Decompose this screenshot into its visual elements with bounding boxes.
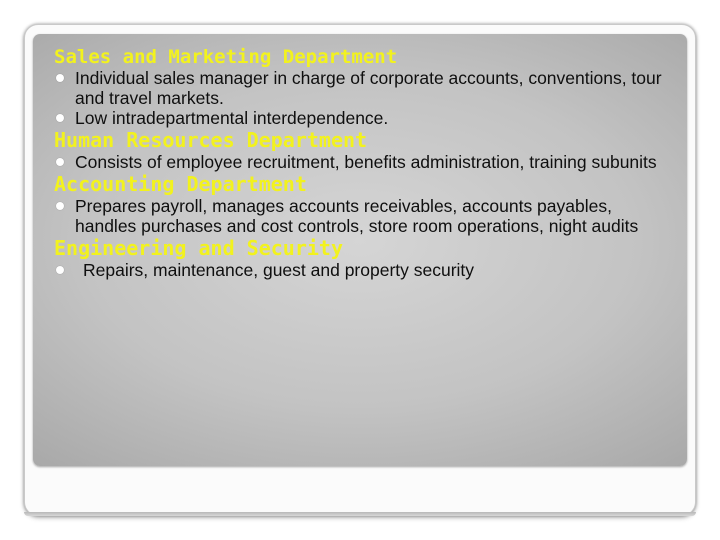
section-heading-accounting: Accounting Department: [54, 172, 307, 196]
bullet-text: Repairs, maintenance, guest and property security: [83, 260, 475, 280]
bullet-dot-icon: [56, 74, 64, 82]
slide-frame-bottom-edge: [24, 512, 696, 516]
section-heading-human-resources: Human Resources Department: [54, 128, 368, 152]
bullet-dot-icon: [56, 202, 64, 210]
bullet-hr-1: [54, 152, 674, 172]
bullet-accounting-1: [54, 196, 674, 236]
bullet-dot-icon: [56, 266, 64, 274]
section-heading-sales: Sales and Marketing Department: [54, 46, 398, 68]
bullet-dot-icon: [56, 158, 64, 166]
bullet-text: Low intradepartmental interdependence.: [75, 108, 389, 128]
bullet-text: Individual sales manager in charge of corporate accounts, conventions, tour and travel markets.: [75, 68, 662, 108]
bullet-engineering-1: [54, 260, 674, 280]
bullet-text: Consists of employee recruitment, benefits administration, training subunits: [75, 152, 657, 172]
bullet-sales-2: [54, 108, 674, 128]
bullet-text: Prepares payroll, manages accounts receivables, accounts payables, handles purchases and cost controls, store room operations, night audits: [75, 196, 639, 236]
section-heading-engineering: Engineering and Security: [54, 236, 343, 260]
bullet-dot-icon: [56, 114, 64, 122]
slide-content: [54, 46, 674, 280]
bullet-sales-1: [54, 68, 674, 108]
